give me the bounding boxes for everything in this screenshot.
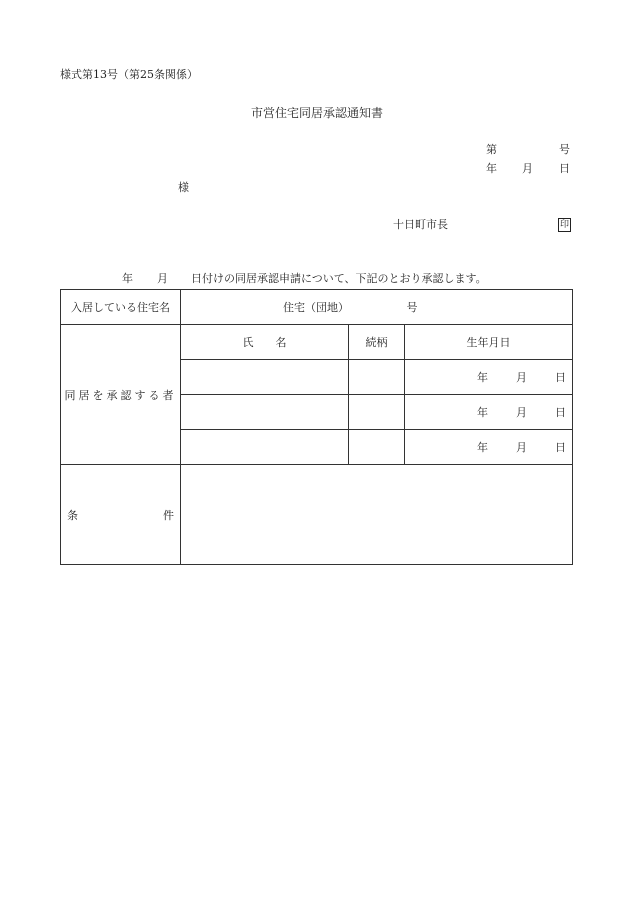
birth-day: 日 bbox=[555, 441, 567, 454]
intro-text: 日付けの同居承認申請について、下記のとおり承認します。 bbox=[191, 272, 487, 285]
cohabitant-relation-cell[interactable] bbox=[349, 360, 405, 395]
conditions-label-cell bbox=[61, 465, 181, 565]
cohabitant-relation-cell[interactable] bbox=[349, 430, 405, 465]
residence-value-cell[interactable] bbox=[181, 290, 573, 325]
cohabitant-name-cell[interactable] bbox=[181, 360, 349, 395]
birth-year: 年 bbox=[477, 406, 489, 419]
birth-month: 月 bbox=[516, 371, 528, 384]
cohabitant-name-cell[interactable] bbox=[181, 430, 349, 465]
form-number: 様式第13号（第25条関係） bbox=[60, 68, 198, 81]
cohabitant-birthdate-cell[interactable] bbox=[405, 360, 573, 395]
cohabitant-birthdate-cell[interactable] bbox=[405, 395, 573, 430]
birth-day: 日 bbox=[555, 371, 567, 384]
residence-row bbox=[61, 290, 573, 325]
number-suffix: 号 bbox=[559, 143, 570, 156]
birth-year: 年 bbox=[477, 371, 489, 384]
birth-day: 日 bbox=[555, 406, 567, 419]
col-birthdate: 生年月日 bbox=[405, 325, 573, 360]
residence-number: 号 bbox=[406, 301, 418, 314]
date-month: 月 bbox=[522, 162, 533, 175]
addressee-suffix: 様 bbox=[178, 181, 189, 194]
conditions-label-right: 件 bbox=[163, 508, 174, 522]
cohabitant-relation-cell[interactable] bbox=[349, 395, 405, 430]
cohabitant-header-row bbox=[61, 325, 573, 360]
cohabitant-name-cell[interactable] bbox=[181, 395, 349, 430]
date-year: 年 bbox=[486, 162, 497, 175]
intro-month: 月 bbox=[157, 272, 168, 285]
birth-month: 月 bbox=[516, 406, 528, 419]
cohabitant-birthdate-cell[interactable] bbox=[405, 430, 573, 465]
birth-year: 年 bbox=[477, 441, 489, 454]
conditions-value-cell[interactable] bbox=[181, 465, 573, 565]
birth-month: 月 bbox=[516, 441, 528, 454]
intro-year: 年 bbox=[122, 272, 133, 285]
conditions-label-left: 条 bbox=[67, 508, 78, 522]
seal-mark: 印 bbox=[559, 220, 569, 230]
date-day: 日 bbox=[559, 162, 570, 175]
col-relation: 続柄 bbox=[349, 325, 405, 360]
residence-label: 入居している住宅名 bbox=[61, 290, 181, 325]
approval-table bbox=[60, 289, 573, 565]
residence-value: 住宅（団地） bbox=[283, 301, 349, 314]
cohabitant-label: 同居を承認する者 bbox=[61, 325, 181, 465]
issuer-name: 十日町市長 bbox=[393, 218, 448, 231]
col-name: 氏 名 bbox=[181, 325, 349, 360]
number-prefix: 第 bbox=[486, 143, 497, 156]
document-title: 市営住宅同居承認通知書 bbox=[251, 106, 384, 120]
conditions-row bbox=[61, 465, 573, 565]
